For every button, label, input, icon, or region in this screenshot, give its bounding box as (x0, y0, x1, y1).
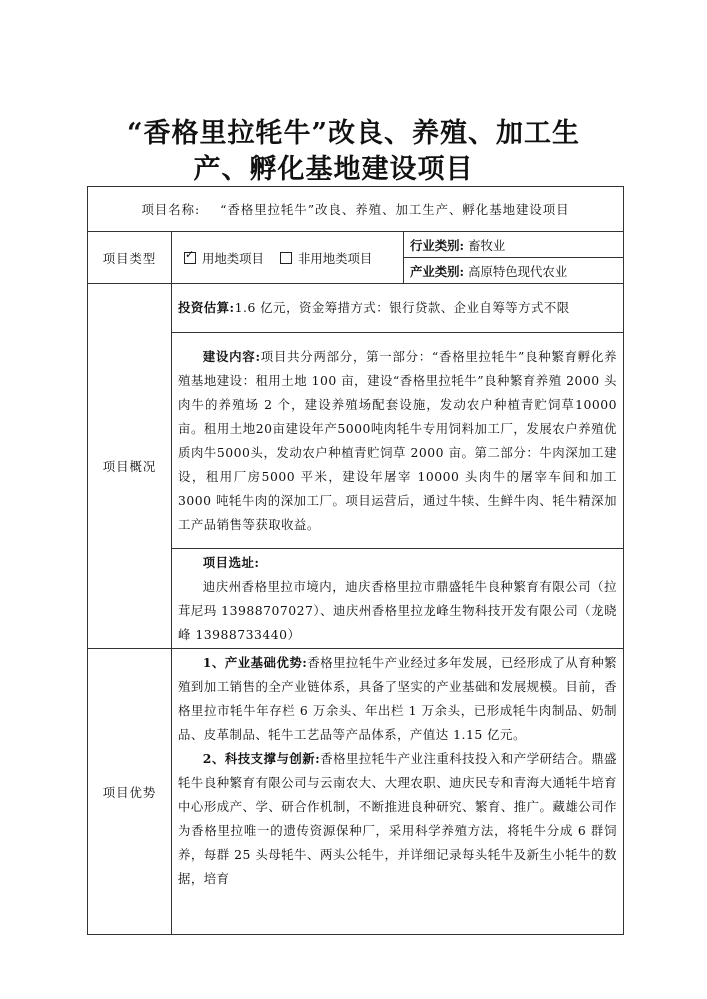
option-nonland-label: 非用地类项目 (297, 250, 373, 266)
site-label: 项目选址: (202, 554, 260, 570)
advantage-1-label: 1、产业基础优势: (202, 655, 308, 670)
project-name-value: “香格里拉牦牛”改良、养殖、加工生产、孵化基地建设项目 (220, 202, 570, 217)
title-line-1: “香格里拉牦牛”改良、养殖、加工生 (126, 118, 581, 149)
option-land-label: 用地类项目 (202, 250, 264, 266)
document-title (0, 116, 707, 188)
advantages-cell (172, 649, 624, 935)
advantage-2-label: 2、科技支撑与创新: (202, 751, 321, 766)
project-type-label: 项目类型 (88, 232, 172, 284)
advantage-2-text: 香格里拉牦牛产业注重科技投入和产学研结合。鼎盛牦牛良种繁育有限公司与云南农大、大理农职、迪庆民专和青海大通牦牛培育中心形成产、学、研合作机制，不断推进良种研究、繁育、推广。藏雄公司作为香格里拉唯一的遗传资源保种厂，采用科学养殖方法，将牦牛分成 6 群饲养，每群 25 头母牦牛、两头公牦牛，并详细记录每头牦牛及新生小牦牛的数据，培育 (178, 751, 617, 886)
title-line-2: 产、孵化基地建设项目 (193, 154, 474, 185)
investment-text: 1.6 亿元，资金筹措方式：银行贷款、企业自筹等方式不限 (234, 300, 570, 315)
investment-label: 投资估算: (178, 300, 235, 315)
project-type-options (172, 232, 404, 284)
content-cell (172, 333, 624, 549)
checkbox-nonland-icon (280, 252, 292, 264)
advantage-1-text: 香格里拉牦牛产业经过多年发展，已经形成了从育种繁殖到加工销售的全产业链体系，具备了坚实的产业基础和发展规模。目前，香格里拉市牦牛年存栏 6 万余头、年出栏 1 万余头，已形成牦牛肉制品、奶制品、皮革制品、牦牛工艺品等产品体系，产值达 1.15 亿元。 (178, 655, 617, 742)
content-text: 项目共分两部分，第一部分：“香格里拉牦牛”良种繁育孵化养殖基地建设：租用土地 100 亩，建设“香格里拉牦牛”良种繁育养殖 2000 头肉牛的养殖场 2 个，建设养殖场配套设施，发动农户种植青贮饲草10000亩。租用土地20亩建设年产5000吨肉牦牛专用饲料加工厂，发展农户养殖优质肉牛5000头，发动农户种植青贮饲草 2000 亩。第二部分：牛肉深加工建设，租用厂房5000 平米，建设年屠宰 10000 头肉牛的屠宰车间和加工 3000 吨牦牛肉的深加工厂。项目运营后，通过牛犊、生鲜牛肉、牦牛精深加工产品销售等获取收益。 (178, 348, 617, 532)
industry-label: 行业类别: (410, 237, 465, 253)
advantages-label: 项目优势 (88, 649, 172, 935)
sector-label: 产业类别: (410, 263, 465, 279)
industry-cell (404, 232, 624, 258)
sector-cell (404, 258, 624, 284)
project-name-row (88, 187, 624, 232)
industry-value: 畜牧业 (468, 237, 506, 253)
checkbox-land-checked-icon (184, 252, 196, 264)
overview-label: 项目概况 (88, 284, 172, 649)
site-text: 迪庆州香格里拉市境内，迪庆香格里拉市鼎盛牦牛良种繁育有限公司（拉茸尼玛 13988707027）、迪庆州香格里拉龙峰生物科技开发有限公司（龙晓峰 13988733440） (178, 578, 617, 642)
project-type-row (88, 232, 624, 258)
project-name-cell (88, 187, 624, 232)
investment-row (88, 284, 624, 333)
site-cell (172, 549, 624, 649)
project-info-table (87, 186, 624, 935)
content-label: 建设内容: (202, 348, 261, 364)
advantages-row (88, 649, 624, 935)
project-name-label: 项目名称: (141, 202, 201, 217)
sector-value: 高原特色现代农业 (468, 263, 568, 279)
investment-cell (172, 284, 624, 333)
